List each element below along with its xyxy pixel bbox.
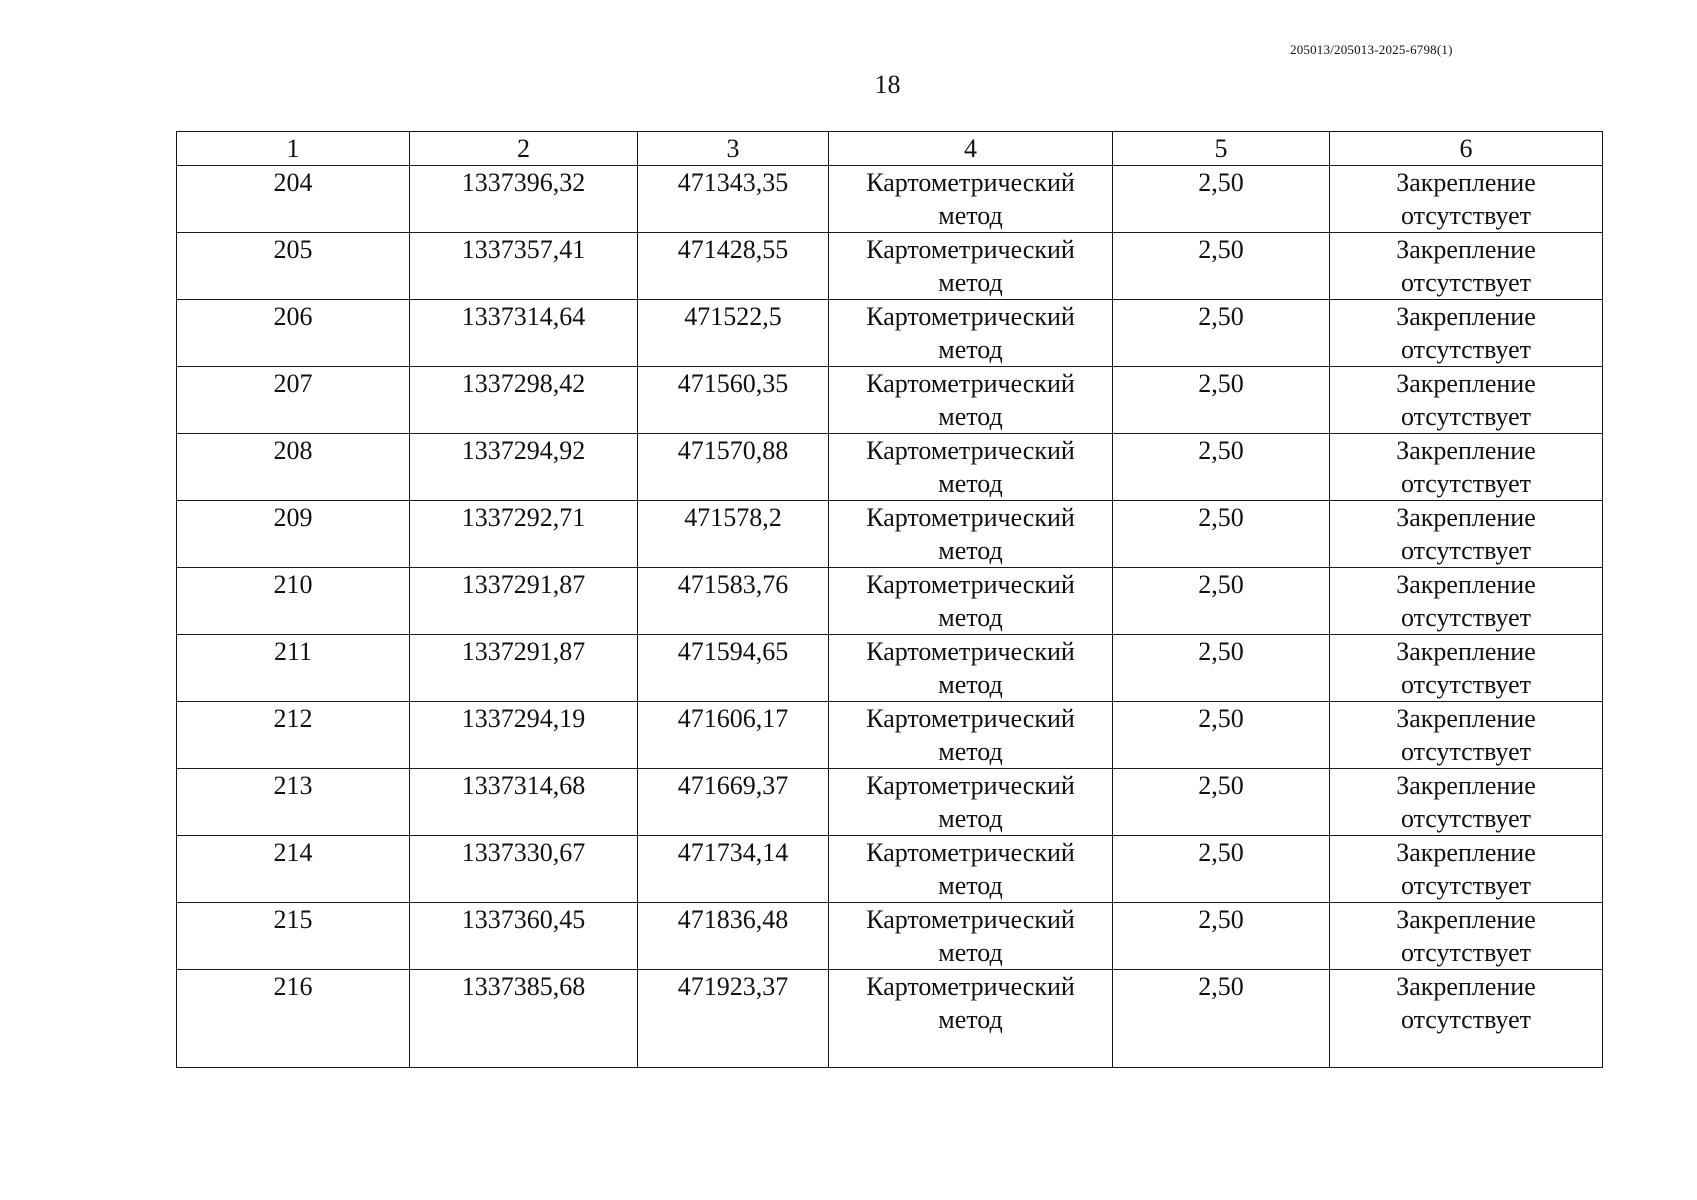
method-line-1: Картометрический [866,838,1075,867]
accuracy-value: 2,50 [1198,637,1244,666]
accuracy-cell [1113,501,1330,568]
method-line-2: метод [938,603,1003,632]
method-line-2: метод [938,871,1003,900]
table-row [177,300,1603,367]
y-coordinate-cell [638,702,829,769]
method-line-1: Картометрический [866,771,1075,800]
point-number: 208 [273,436,313,465]
method-line-1: Картометрический [866,235,1075,264]
fixing-line-1: Закрепление [1396,235,1536,264]
method-line-2: метод [938,335,1003,364]
method-line-1: Картометрический [866,637,1075,666]
fixing-line-2: отсутствует [1400,469,1532,498]
accuracy-cell [1113,434,1330,501]
point-number-cell [177,903,410,970]
method-cell [829,702,1113,769]
y-coordinate: 471522,5 [684,302,782,331]
accuracy-cell [1113,769,1330,836]
method-cell [829,233,1113,300]
page-number: 18 [874,70,901,99]
x-coordinate-cell [410,166,638,233]
fixing-line-2: отсутствует [1400,201,1532,230]
method-line-2: метод [938,670,1003,699]
y-coordinate: 471583,76 [677,570,789,599]
column-header-2: 2 [410,132,638,166]
y-coordinate-cell [638,769,829,836]
table-row [177,233,1603,300]
y-coordinate-cell [638,635,829,702]
method-line-1: Картометрический [866,436,1075,465]
y-coordinate: 471734,14 [677,838,789,867]
point-number: 210 [273,570,313,599]
accuracy-value: 2,50 [1198,235,1244,264]
x-coordinate-cell [410,836,638,903]
y-coordinate-cell [638,903,829,970]
table-body [177,166,1603,1068]
fixing-cell [1330,568,1603,635]
y-coordinate-cell [638,501,829,568]
x-coordinate: 1337385,68 [461,972,586,1001]
table-row [177,166,1603,233]
point-number-cell [177,635,410,702]
method-line-2: метод [938,938,1003,967]
fixing-line-1: Закрепление [1396,570,1536,599]
fixing-line-2: отсутствует [1400,536,1532,565]
method-cell [829,166,1113,233]
point-number: 204 [273,168,313,197]
table-row [177,970,1603,1068]
fixing-cell [1330,635,1603,702]
point-number-cell [177,769,410,836]
y-coordinate-cell [638,970,829,1068]
point-number-cell [177,300,410,367]
method-line-2: метод [938,402,1003,431]
method-cell [829,300,1113,367]
column-header-5: 5 [1113,132,1330,166]
x-coordinate-cell [410,367,638,434]
x-coordinate: 1337294,92 [461,436,586,465]
y-coordinate: 471606,17 [677,704,789,733]
fixing-line-1: Закрепление [1396,838,1536,867]
method-cell [829,501,1113,568]
fixing-line-1: Закрепление [1396,503,1536,532]
fixing-line-2: отсутствует [1400,670,1532,699]
y-coordinate-cell [638,434,829,501]
fixing-cell [1330,702,1603,769]
fixing-line-2: отсутствует [1400,335,1532,364]
method-line-2: метод [938,1005,1003,1034]
accuracy-cell [1113,836,1330,903]
x-coordinate: 1337291,87 [461,570,586,599]
table-row [177,635,1603,702]
method-cell [829,367,1113,434]
y-coordinate: 471923,37 [677,972,789,1001]
accuracy-cell [1113,970,1330,1068]
fixing-line-2: отсутствует [1400,804,1532,833]
point-number: 206 [273,302,313,331]
table-row [177,501,1603,568]
x-coordinate-cell [410,300,638,367]
x-coordinate-cell [410,769,638,836]
point-number-cell [177,501,410,568]
fixing-cell [1330,434,1603,501]
x-coordinate-cell [410,970,638,1068]
table-row [177,903,1603,970]
method-line-1: Картометрический [866,704,1075,733]
method-cell [829,568,1113,635]
fixing-line-2: отсутствует [1400,603,1532,632]
method-line-2: метод [938,469,1003,498]
method-cell [829,769,1113,836]
accuracy-value: 2,50 [1198,168,1244,197]
column-header-1: 1 [177,132,410,166]
x-coordinate: 1337292,71 [461,503,586,532]
fixing-line-1: Закрепление [1396,369,1536,398]
fixing-line-2: отсутствует [1400,268,1532,297]
y-coordinate: 471578,2 [684,503,782,532]
x-coordinate-cell [410,702,638,769]
y-coordinate: 471836,48 [677,905,789,934]
fixing-line-1: Закрепление [1396,905,1536,934]
fixing-line-2: отсутствует [1400,938,1532,967]
fixing-line-2: отсутствует [1400,871,1532,900]
fixing-cell [1330,970,1603,1068]
fixing-cell [1330,501,1603,568]
method-line-1: Картометрический [866,302,1075,331]
point-number-cell [177,702,410,769]
accuracy-value: 2,50 [1198,436,1244,465]
x-coordinate: 1337360,45 [461,905,586,934]
accuracy-value: 2,50 [1198,704,1244,733]
method-line-1: Картометрический [866,503,1075,532]
accuracy-cell [1113,367,1330,434]
method-line-1: Картометрический [866,972,1075,1001]
accuracy-cell [1113,635,1330,702]
column-header-6: 6 [1330,132,1603,166]
method-line-1: Картометрический [866,168,1075,197]
x-coordinate-cell [410,434,638,501]
point-number: 213 [273,771,313,800]
method-line-2: метод [938,201,1003,230]
x-coordinate-cell [410,501,638,568]
x-coordinate: 1337330,67 [461,838,586,867]
table-row [177,702,1603,769]
method-line-2: метод [938,268,1003,297]
fixing-line-1: Закрепление [1396,168,1536,197]
fixing-cell [1330,836,1603,903]
table-row [177,769,1603,836]
y-coordinate: 471570,88 [677,436,789,465]
method-line-1: Картометрический [866,905,1075,934]
x-coordinate-cell [410,233,638,300]
accuracy-value: 2,50 [1198,503,1244,532]
x-coordinate: 1337291,87 [461,637,586,666]
accuracy-cell [1113,166,1330,233]
x-coordinate: 1337396,32 [461,168,586,197]
document-reference-number: 205013/205013-2025-6798(1) [1290,42,1453,57]
point-number-cell [177,367,410,434]
accuracy-cell [1113,702,1330,769]
fixing-line-1: Закрепление [1396,302,1536,331]
point-number-cell [177,568,410,635]
x-coordinate-cell [410,635,638,702]
fixing-cell [1330,300,1603,367]
fixing-line-1: Закрепление [1396,771,1536,800]
accuracy-cell [1113,233,1330,300]
y-coordinate-cell [638,367,829,434]
method-line-1: Картометрический [866,369,1075,398]
point-number-cell [177,970,410,1068]
accuracy-value: 2,50 [1198,570,1244,599]
point-number: 214 [273,838,313,867]
method-cell [829,434,1113,501]
point-number-cell [177,166,410,233]
point-number: 216 [273,972,313,1001]
column-header-4: 4 [829,132,1113,166]
column-header-3: 3 [638,132,829,166]
point-number: 207 [273,369,313,398]
method-cell [829,836,1113,903]
point-number: 205 [273,235,313,264]
fixing-cell [1330,769,1603,836]
y-coordinate: 471428,55 [677,235,789,264]
accuracy-value: 2,50 [1198,302,1244,331]
fixing-line-1: Закрепление [1396,704,1536,733]
fixing-line-1: Закрепление [1396,972,1536,1001]
y-coordinate-cell [638,166,829,233]
fixing-cell [1330,367,1603,434]
coordinates-table [176,131,1603,1068]
table-row [177,836,1603,903]
y-coordinate: 471594,65 [677,637,789,666]
accuracy-value: 2,50 [1198,369,1244,398]
x-coordinate: 1337357,41 [461,235,586,264]
method-line-1: Картометрический [866,570,1075,599]
y-coordinate-cell [638,836,829,903]
fixing-cell [1330,166,1603,233]
point-number: 212 [273,704,313,733]
fixing-line-1: Закрепление [1396,436,1536,465]
y-coordinate: 471560,35 [677,369,789,398]
fixing-cell [1330,233,1603,300]
y-coordinate-cell [638,300,829,367]
point-number: 215 [273,905,313,934]
fixing-cell [1330,903,1603,970]
table-header-row [177,132,1603,166]
x-coordinate: 1337298,42 [461,369,586,398]
y-coordinate-cell [638,568,829,635]
accuracy-cell [1113,903,1330,970]
method-line-2: метод [938,536,1003,565]
x-coordinate: 1337294,19 [461,704,586,733]
method-cell [829,970,1113,1068]
fixing-line-2: отсутствует [1400,737,1532,766]
table-row [177,568,1603,635]
point-number-cell [177,434,410,501]
method-cell [829,635,1113,702]
table-row [177,434,1603,501]
accuracy-value: 2,50 [1198,771,1244,800]
point-number-cell [177,836,410,903]
fixing-line-2: отсутствует [1400,1005,1532,1034]
method-line-2: метод [938,737,1003,766]
y-coordinate: 471669,37 [677,771,789,800]
point-number: 209 [273,503,313,532]
point-number-cell [177,233,410,300]
x-coordinate: 1337314,68 [461,771,586,800]
x-coordinate: 1337314,64 [461,302,586,331]
x-coordinate-cell [410,903,638,970]
method-cell [829,903,1113,970]
accuracy-value: 2,50 [1198,905,1244,934]
accuracy-cell [1113,300,1330,367]
y-coordinate: 471343,35 [677,168,789,197]
x-coordinate-cell [410,568,638,635]
accuracy-value: 2,50 [1198,838,1244,867]
fixing-line-1: Закрепление [1396,637,1536,666]
accuracy-cell [1113,568,1330,635]
accuracy-value: 2,50 [1198,972,1244,1001]
point-number: 211 [273,637,313,666]
method-line-2: метод [938,804,1003,833]
fixing-line-2: отсутствует [1400,402,1532,431]
table-row [177,367,1603,434]
y-coordinate-cell [638,233,829,300]
